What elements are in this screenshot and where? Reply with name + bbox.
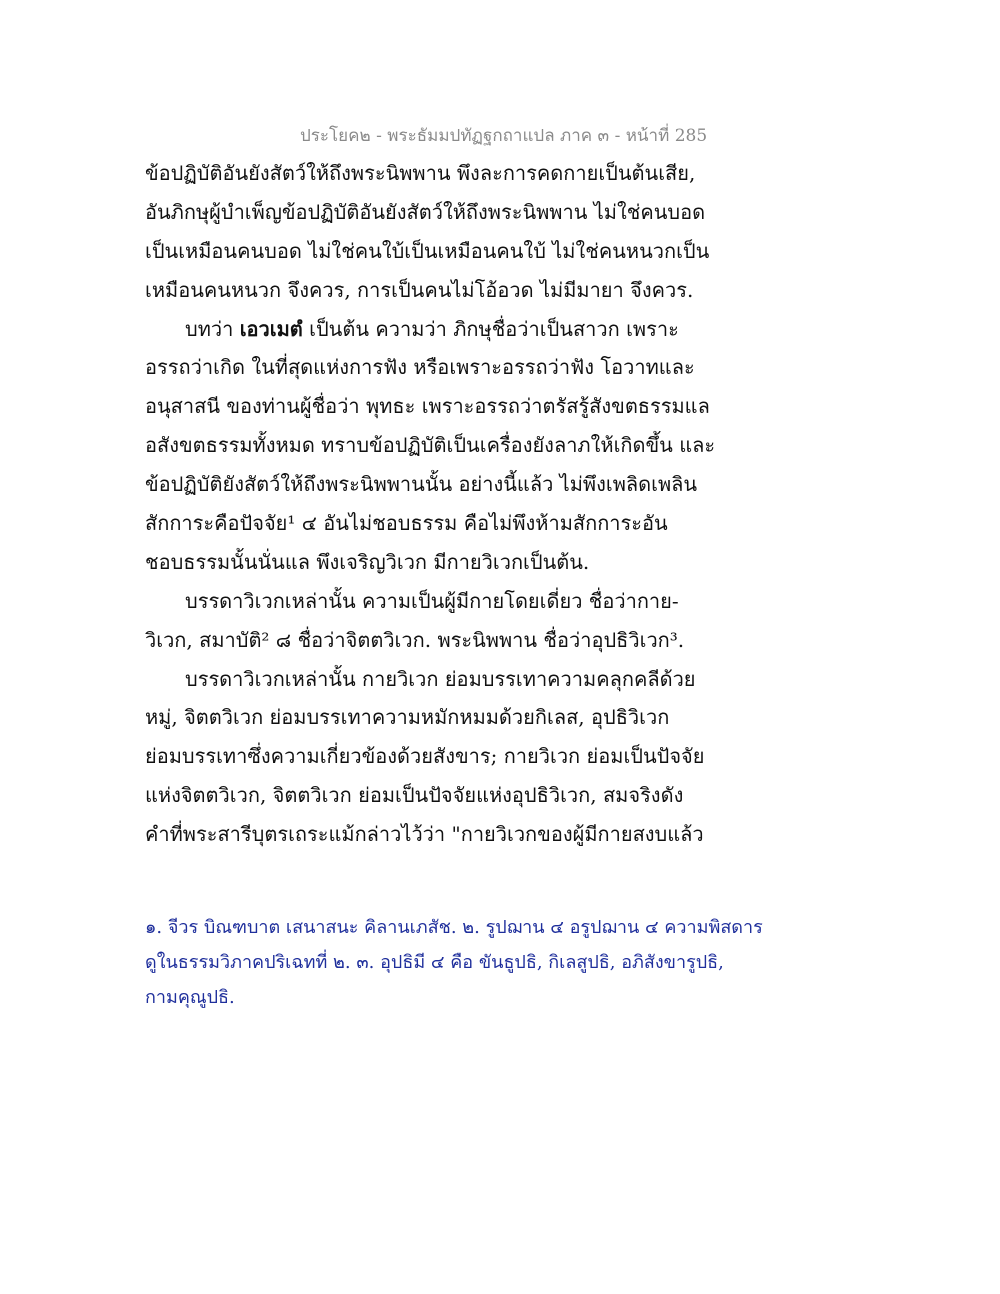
text-line: อรรถว่าเกิด ในที่สุดแห่งการฟัง หรือเพราะอรรถว่าฟัง โอวาทและ: [145, 355, 695, 380]
footnotes: [145, 910, 845, 1015]
text-line: อนุสาสนี ของท่านผู้ชื่อว่า พุทธะ เพราะอรรถว่าตรัสรู้สังขตธรรมแล: [145, 394, 710, 419]
text-line: ข้อปฏิบัติอันยังสัตว์ให้ถึงพระนิพพาน พึงละการคดกายเป็นต้นเสีย,: [145, 161, 696, 185]
bold-term: เอวเมตํ: [239, 316, 303, 341]
paragraph-start-line: [145, 310, 785, 349]
paragraph-start-line: บรรดาวิเวกเหล่านั้น กายวิเวก ย่อมบรรเทาความคลุกคลีด้วย: [185, 666, 696, 691]
page-header: ประโยค๒ - พระธัมมปทัฏฐกถาแปล ภาค ๓ - หน้าที่ 285: [300, 126, 708, 146]
text-line: ชอบธรรมนั้นนั่นแล พึงเจริญวิเวก มีกายวิเวกเป็นต้น.: [145, 549, 590, 574]
text-line: หมู่, จิตตวิเวก ย่อมบรรเทาความหมักหมมด้วยกิเลส, อุปธิวิเวก: [145, 705, 670, 730]
text-line: แห่งจิตตวิเวก, จิตตวิเวก ย่อมเป็นปัจจัยแห่งอุปธิวิเวก, สมจริงดัง: [145, 783, 684, 808]
text-segment: เป็นต้น ความว่า ภิกษุชื่อว่าเป็นสาวก เพราะ: [302, 316, 679, 341]
paragraph-start-line: บรรดาวิเวกเหล่านั้น ความเป็นผู้มีกายโดยเดี่ยว ชื่อว่ากาย-: [185, 588, 679, 613]
text-line: อันภิกษุผู้บำเพ็ญข้อปฏิบัติอันยังสัตว์ให้ถึงพระนิพพาน ไม่ใช่คนบอด: [145, 199, 706, 224]
text-segment: บทว่า: [185, 316, 240, 341]
text-line: ย่อมบรรเทาซึ่งความเกี่ยวข้องด้วยสังขาร; กายวิเวก ย่อมเป็นปัจจัย: [145, 744, 705, 769]
footnote-line: ๑. จีวร บิณฑบาต เสนาสนะ คิลานเภสัช. ๒. รูปฌาน ๔ อรูปฌาน ๔ ความพิสดาร: [145, 917, 763, 938]
text-line: คำที่พระสารีบุตรเถระแม้กล่าวไว้ว่า "กายวิเวกของผู้มีกายสงบแล้ว: [145, 822, 704, 847]
text-line: วิเวก, สมาบัติ² ๘ ชื่อว่าจิตตวิเวก. พระนิพพาน ชื่อว่าอุปธิวิเวก³.: [145, 627, 685, 652]
footnote-line: ดูในธรรมวิภาคปริเฉทที่ ๒. ๓. อุปธิมี ๔ คือ ขันธูปธิ, กิเลสูปธิ, อภิสังขารูปธิ,: [145, 952, 724, 973]
text-line: ข้อปฏิบัติยังสัตว์ให้ถึงพระนิพพานนั้น อย่างนี้แล้ว ไม่พึงเพลิดเพลิน: [145, 472, 698, 497]
main-text: [145, 154, 785, 854]
footnote-line: กามคุณูปธิ.: [145, 987, 235, 1008]
text-line: เป็นเหมือนคนบอด ไม่ใช่คนใบ้เป็นเหมือนคนใบ้ ไม่ใช่คนหนวกเป็น: [145, 238, 710, 263]
text-line: เหมือนคนหนวก จึงควร, การเป็นคนไม่โอ้อวด ไม่มีมายา จึงควร.: [145, 277, 694, 302]
text-line: อสังขตธรรมทั้งหมด ทราบข้อปฏิบัติเป็นเครื่องยังลาภให้เกิดขึ้น และ: [145, 433, 716, 458]
text-line: สักการะคือปัจจัย¹ ๔ อันไม่ชอบธรรม คือไม่พึงห้ามสักการะอัน: [145, 511, 668, 536]
